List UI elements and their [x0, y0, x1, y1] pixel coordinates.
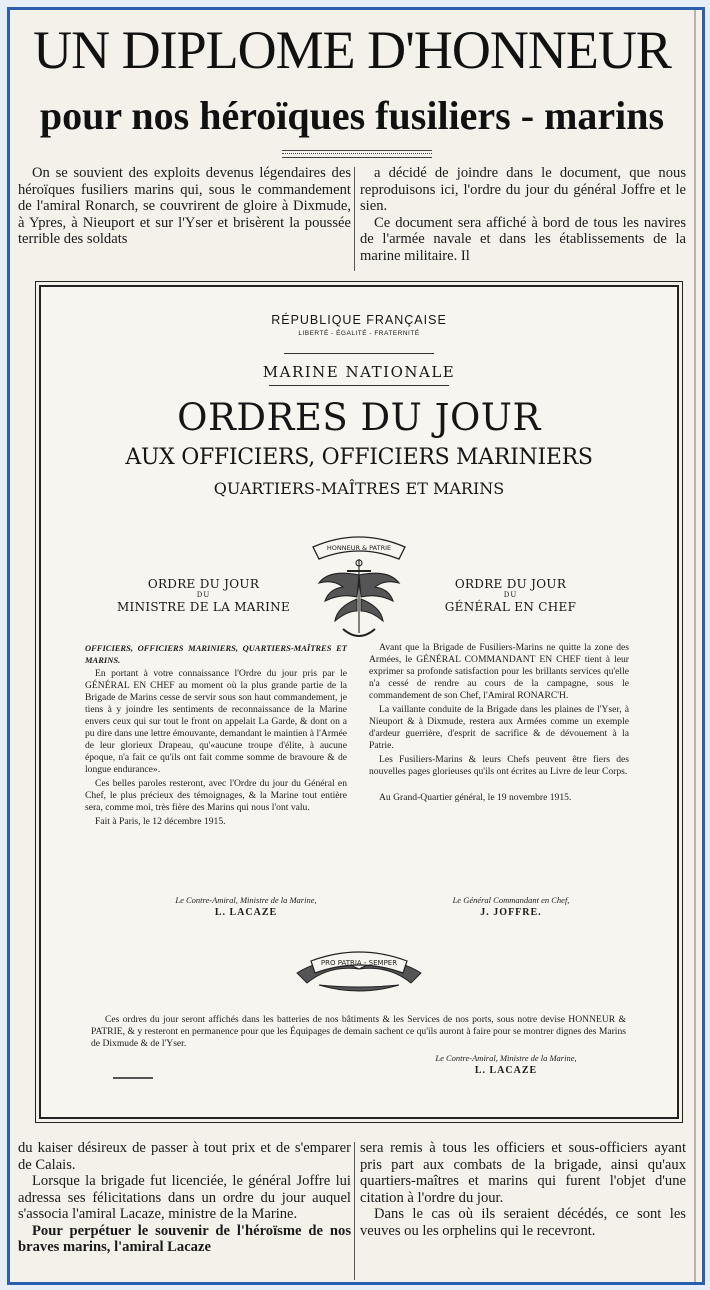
left-order-header [106, 577, 301, 614]
bottom-right-paragraph-1: sera remis à tous les officiers et sous-officiers ayant pris part aux combats de la brigade, ainsi qu'aux quartiers-maîtres et marins qui furent l'objet d'une citation à l'ordre du jour. [360, 1140, 686, 1206]
laurel-ribbon-icon [289, 939, 429, 1003]
order-of-the-day-document [39, 285, 679, 1119]
minister-order-text [85, 642, 347, 830]
bottom-left-column [18, 1140, 351, 1256]
general-paragraph-1: Avant que la Brigade de Fusiliers-Marins ne quitte la zone des Armées, le GÉNÉRAL COMMANDANT EN CHEF tient à leur exprimer sa profonde satisfaction pour les brillants services qu'elle n'a cessé de rendre au cours de la campagne, sous le commandement de son Chef, l'Amiral RONARC'H. [369, 642, 629, 701]
divider-line [284, 353, 434, 354]
minister-date: Fait à Paris, le 12 décembre 1915. [95, 816, 226, 827]
document-title: ORDRES DU JOUR [177, 396, 541, 439]
anchor-emblem-icon [299, 525, 419, 645]
left-header-title: ORDRE DU JOUR [147, 577, 260, 591]
general-order-text [369, 642, 629, 806]
divider-line [269, 385, 449, 386]
general-paragraph-2: La vaillante conduite de la Brigade dans les plaines de l'Yser, à Nieuport & à Dixmude, restera aux Armées comme un exemple d'ardeur guerrière, d'esprit de sacrifice & de dévouement à la Patrie. [369, 704, 629, 751]
printer-mark [113, 1077, 153, 1079]
bottom-right-column [360, 1140, 686, 1239]
ribbon-motto: PRO PATRIA - SEMPER [320, 959, 398, 967]
footer-signature-title: Le Contre-Amiral, Ministre de la Marine, [435, 1053, 577, 1063]
subheadline: pour nos héroïques fusiliers - marins [39, 93, 665, 138]
newspaper-clipping [7, 7, 705, 1285]
marine-nationale-title: MARINE NATIONALE [262, 363, 456, 381]
minister-paragraph-1: En portant à votre connaissance l'Ordre du jour pris par le GÉNÉRAL EN CHEF au moment où la plus grande partie de la Brigade de Marins cesse de servir sous son haut commandement, je tiens à y joindre les sentiments de reconnaissance de la Marine envers ceux qui sur tout le front on appelait La Garde, & dont on a pu dire dans une lettre émouvante, demandant le maintien à l'Armée de leur glorieux Drapeau, qu'«aucune troupe d'élite, à aucune époque, n'a fait ce qu'ils ont fait comme somme de bravoure & de longue endurance». [85, 668, 347, 775]
top-right-paragraph-2: Ce document sera affiché à bord de tous les navires de l'armée navale et dans les établissements de la marine militaire. Il [360, 214, 686, 264]
footer-signature [381, 1053, 631, 1077]
bottom-left-paragraph-3: Pour perpétuer le souvenir de l'héroïsme de nos braves marins, l'amiral Lacaze [18, 1222, 351, 1255]
emblem-motto: HONNEUR & PATRIE [326, 544, 392, 552]
column-rule [694, 10, 696, 1282]
top-left-paragraph: On se souvient des exploits devenus légendaires des héroïques fusiliers marins qui, sous le commandement de l'amiral Ronarch, se couvrirent de gloire à Dixmude, à Ypres, à Nieuport et sur l'Yser et brisèrent la poussée terrible des soldats [18, 165, 351, 247]
salutation: OFFICIERS, OFFICIERS MARINIERS, QUARTIERS-MAÎTRES ET MARINS. [85, 643, 347, 665]
right-header-issuer: GÉNÉRAL EN CHEF [444, 600, 577, 614]
top-right-column [360, 165, 686, 264]
bottom-left-paragraph-1: du kaiser désireux de passer à tout prix et de s'emparer de Calais. [18, 1140, 351, 1173]
bottom-right-paragraph-2: Dans le cas où ils seraient décédés, ce sont les veuves ou les orphelins qui le recevront. [360, 1206, 686, 1239]
minister-paragraph-2: Ces belles paroles resteront, avec l'Ordre du jour du Général en Chef, le plus précieux des témoignages, & la Marine tout entière sera, comme moi, très fière des Marins qui nous l'ont valu. [85, 778, 347, 813]
general-signature-name: J. JOFFRE. [480, 907, 542, 918]
general-date: Au Grand-Quartier général, le 19 novembre 1915. [379, 792, 572, 803]
general-paragraph-3: Les Fusiliers-Marins & leurs Chefs peuvent être fiers des nouvelles pages glorieuses qu'ils ont écrites au Livre de leur Corps. [369, 754, 629, 777]
column-separator-top [354, 167, 355, 271]
document-subtitle: AUX OFFICIERS, OFFICIERS MARINIERS [125, 445, 593, 470]
general-signature-title: Le Général Commandant en Chef, [452, 895, 570, 905]
document-footer-text: Ces ordres du jour seront affichés dans les batteries de nos bâtiments & les Services de nos ports, sous notre devise HONNEUR & PATRIE, & y resteront en permanence pour que les Équipages de demain sachent ce qu'ils auront à faire pour se montrer dignes des Marins de Dixmude & de l'Yser. [91, 1014, 626, 1049]
republic-title: RÉPUBLIQUE FRANÇAISE [271, 313, 447, 327]
column-separator-bottom [354, 1142, 355, 1280]
right-order-header [413, 577, 608, 614]
minister-signature [141, 895, 351, 919]
right-header-du: DU [503, 591, 518, 599]
top-right-paragraph-1: a décidé de joindre dans le document, que nous reproduisons ici, l'ordre du jour du général Joffre et le sien. [360, 165, 686, 214]
footer-signature-name: L. LACAZE [474, 1065, 538, 1076]
ornament-divider [282, 150, 432, 158]
minister-signature-title: Le Contre-Amiral, Ministre de la Marine, [175, 895, 317, 905]
left-header-du: DU [196, 591, 211, 599]
right-header-title: ORDRE DU JOUR [454, 577, 567, 591]
document-subtitle-2: QUARTIERS-MAÎTRES ET MARINS [213, 479, 505, 498]
bottom-left-paragraph-2: Lorsque la brigade fut licenciée, le général Joffre lui adressa ses félicitations dans un ordre du jour auquel s'associa l'amiral Lacaze, ministre de la Marine. [18, 1173, 351, 1222]
republic-motto: LIBERTÉ - ÉGALITÉ - FRATERNITÉ [298, 330, 420, 337]
headline: UN DIPLOME D'HONNEUR [33, 20, 671, 80]
top-left-column [18, 165, 351, 248]
minister-signature-name: L. LACAZE [214, 907, 278, 918]
left-header-issuer: MINISTRE DE LA MARINE [116, 600, 291, 614]
general-signature [396, 895, 626, 919]
